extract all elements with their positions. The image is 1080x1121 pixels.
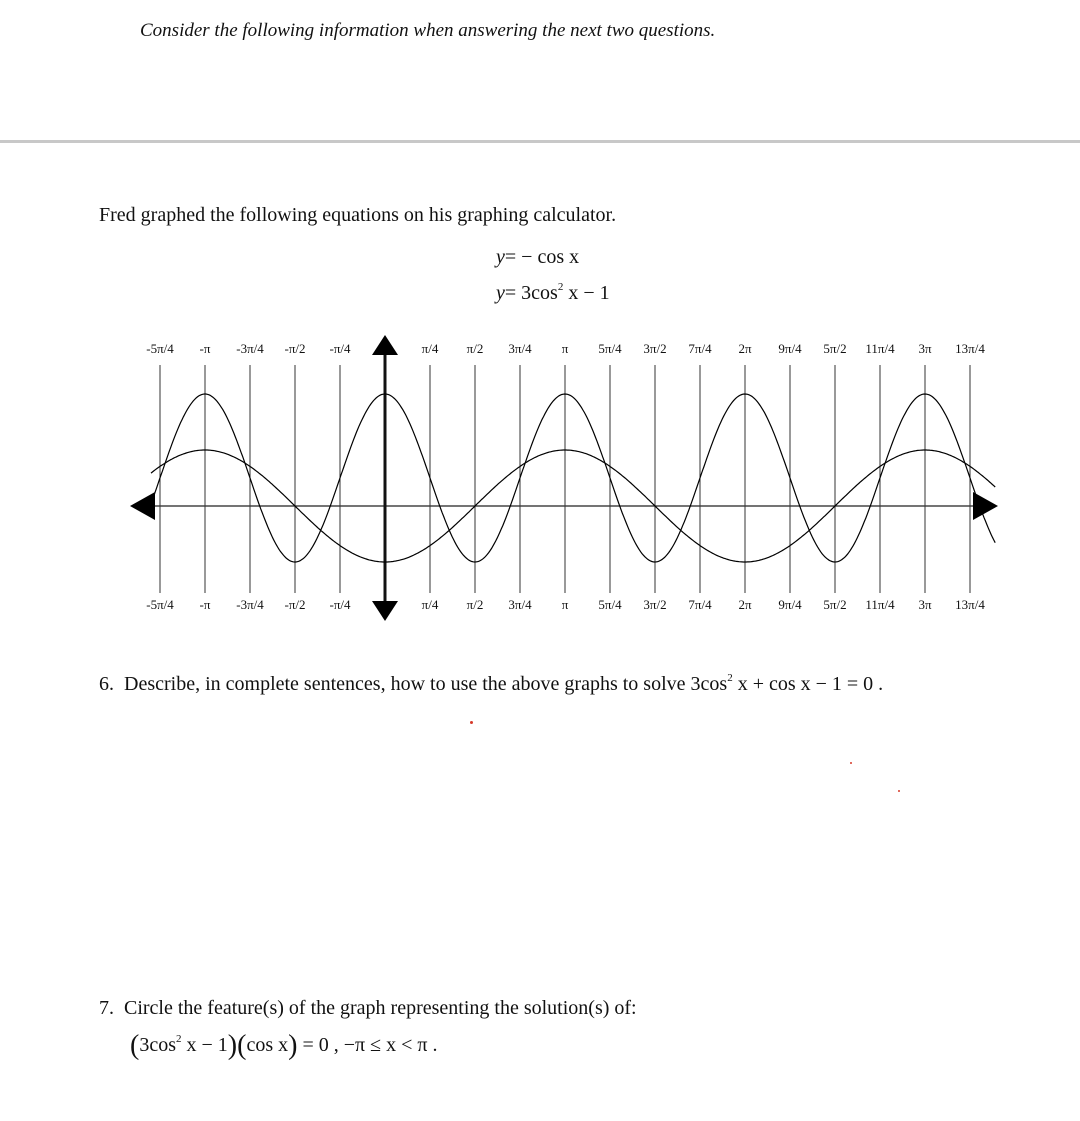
tick-label-bottom: π/4: [421, 597, 439, 612]
graph: [0, 325, 1080, 625]
equation-1: y= − cos x: [496, 246, 580, 268]
tick-label-bottom: -5π/4: [146, 597, 174, 612]
tick-label-top: 5π/2: [823, 341, 847, 356]
tick-label-bottom: π/2: [466, 597, 484, 612]
series-3cos2-minus-1: [151, 394, 995, 562]
tick-label-bottom: -3π/4: [236, 597, 264, 612]
tick-label-bottom: -π/4: [329, 597, 351, 612]
tick-label-top: -π/2: [284, 341, 306, 356]
intro-text: Consider the following information when answering the next two questions.: [140, 20, 716, 41]
question-6: 6. Describe, in complete sentences, how to use the above graphs to solve $3\cos^2$ x + cos x − 1 = 0 .: [99, 672, 884, 695]
question-7-expression: ($3\cos^2$ x − 1)(cos x) = 0 , −π ≤ x < π .: [130, 1030, 438, 1061]
tick-label-top: 13π/4: [955, 341, 985, 356]
stray-mark: [850, 762, 852, 764]
tick-label-top: -π: [199, 341, 211, 356]
tick-label-top: 3π: [918, 341, 932, 356]
tick-label-bottom: 3π/2: [643, 597, 667, 612]
tick-label-top: 7π/4: [688, 341, 712, 356]
tick-label-top: -3π/4: [236, 341, 264, 356]
stray-mark: [898, 790, 900, 792]
tick-label-top: -π/4: [329, 341, 351, 356]
question-7: 7. Circle the feature(s) of the graph representing the solution(s) of:: [99, 997, 637, 1019]
tick-label-bottom: 5π/2: [823, 597, 847, 612]
tick-label-bottom: -π/2: [284, 597, 306, 612]
tick-label-bottom: -π: [199, 597, 211, 612]
x-axis-left-arrow: [130, 492, 155, 520]
tick-label-bottom: 5π/4: [598, 597, 622, 612]
tick-label-bottom: 3π: [918, 597, 932, 612]
tick-label-bottom: 11π/4: [865, 597, 895, 612]
y-axis-bottom-arrow: [372, 601, 398, 621]
y-axis-top-arrow: [372, 335, 398, 355]
tick-label-top: 3π/2: [643, 341, 667, 356]
equation-2: $y= 3\cos^2$ x − 1: [496, 281, 610, 304]
tick-label-top: 3π/4: [508, 341, 532, 356]
fred-text: Fred graphed the following equations on his graphing calculator.: [99, 204, 617, 226]
stray-mark: [470, 721, 473, 724]
tick-label-top: π/2: [466, 341, 484, 356]
tick-label-top: -5π/4: [146, 341, 174, 356]
tick-label-top: π/4: [421, 341, 439, 356]
tick-label-top: 5π/4: [598, 341, 622, 356]
tick-label-bottom: π: [561, 597, 569, 612]
tick-label-bottom: 13π/4: [955, 597, 985, 612]
tick-label-bottom: 2π: [738, 597, 752, 612]
tick-label-top: 2π: [738, 341, 752, 356]
tick-label-bottom: 7π/4: [688, 597, 712, 612]
tick-label-top: 11π/4: [865, 341, 895, 356]
tick-label-top: 9π/4: [778, 341, 802, 356]
divider: [0, 140, 1080, 143]
tick-label-bottom: 9π/4: [778, 597, 802, 612]
tick-label-bottom: 3π/4: [508, 597, 532, 612]
tick-label-top: π: [561, 341, 569, 356]
